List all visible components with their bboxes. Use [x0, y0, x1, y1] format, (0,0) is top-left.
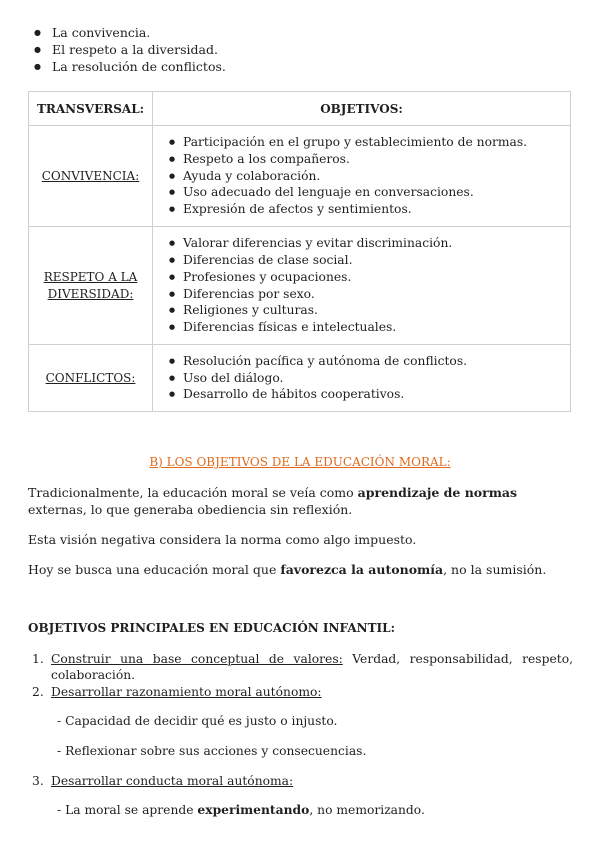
header-transversal: TRANSVERSAL: — [29, 92, 153, 126]
list-item: ● Resolución pacífica y autónoma de conflictos. — [167, 353, 564, 370]
category-respeto-line1: RESPETO A LA — [43, 269, 138, 284]
objective-item-3: 3. Desarrollar conducta moral autónoma: — [32, 774, 294, 788]
list-item: ● La convivencia. — [34, 24, 226, 41]
section-b-title: B) LOS OBJETIVOS DE LA EDUCACIÓN MORAL: — [149, 455, 451, 469]
list-item: ● Profesiones y ocupaciones. — [167, 269, 564, 286]
list-item: ● Uso del diálogo. — [167, 370, 564, 387]
objectives-table — [28, 91, 571, 412]
list-item: ● Ayuda y colaboración. — [167, 168, 564, 185]
category-cell — [29, 227, 153, 345]
list-item: ● Desarrollo de hábitos cooperativos. — [167, 386, 564, 403]
list-item: ● Expresión de afectos y sentimientos. — [167, 201, 564, 218]
list-item: ● Participación en el grupo y establecimiento de normas. — [167, 134, 564, 151]
paragraph-autonomy: Hoy se busca una educación moral que favorezca la autonomía, no la sumisión. — [28, 562, 547, 577]
bold-phrase: experimentando — [197, 802, 310, 817]
list-item: ● El respeto a la diversidad. — [34, 41, 226, 58]
header-objetivos: OBJETIVOS: — [153, 92, 571, 126]
list-item: ● Respeto a los compañeros. — [167, 151, 564, 168]
objective-3-sub-1: - La moral se aprende experimentando, no memorizando. — [57, 802, 425, 817]
list-item: ● Valorar diferencias y evitar discriminación. — [167, 235, 564, 252]
category-respeto-line2: DIVERSIDAD: — [47, 286, 134, 301]
objectives-cell — [153, 126, 571, 227]
table-header-row — [29, 92, 571, 126]
objectives-heading: OBJETIVOS PRINCIPALES EN EDUCACIÓN INFANTIL: — [28, 621, 396, 635]
table-row — [29, 126, 571, 227]
list-item: ● Diferencias por sexo. — [167, 286, 564, 303]
objectives-cell — [153, 345, 571, 412]
list-item: ● Diferencias físicas e intelectuales. — [167, 319, 564, 336]
category-conflictos: CONFLICTOS: — [45, 370, 136, 385]
table-row — [29, 227, 571, 345]
category-cell — [29, 345, 153, 412]
paragraph-traditional: Tradicionalmente, la educación moral se veía como aprendizaje de normas externas, lo que generaba obediencia sin reflexión. — [28, 485, 518, 517]
objective-item-1: 1. Construir una base conceptual de valores: Verdad, responsabilidad, respeto, colaboración. — [32, 652, 574, 682]
list-item: ● Religiones y culturas. — [167, 302, 564, 319]
table-row — [29, 345, 571, 412]
bold-phrase: aprendizaje de normas — [357, 485, 518, 500]
category-convivencia: CONVIVENCIA: — [41, 168, 140, 183]
objectives-cell — [153, 227, 571, 345]
objective-2-sub-2: - Reflexionar sobre sus acciones y consecuencias. — [57, 744, 367, 758]
bold-phrase: favorezca la autonomía — [280, 562, 444, 577]
paragraph-negative-view: Esta visión negativa considera la norma como algo impuesto. — [28, 532, 417, 547]
list-item: ● Diferencias de clase social. — [167, 252, 564, 269]
category-cell — [29, 126, 153, 227]
list-item: ● La resolución de conflictos. — [34, 58, 226, 75]
list-item: ● Uso adecuado del lenguaje en conversaciones. — [167, 184, 564, 201]
objective-item-2: 2. Desarrollar razonamiento moral autónomo: — [32, 685, 322, 699]
objective-2-sub-1: - Capacidad de decidir qué es justo o injusto. — [57, 714, 338, 728]
intro-bullet-list — [34, 24, 226, 75]
